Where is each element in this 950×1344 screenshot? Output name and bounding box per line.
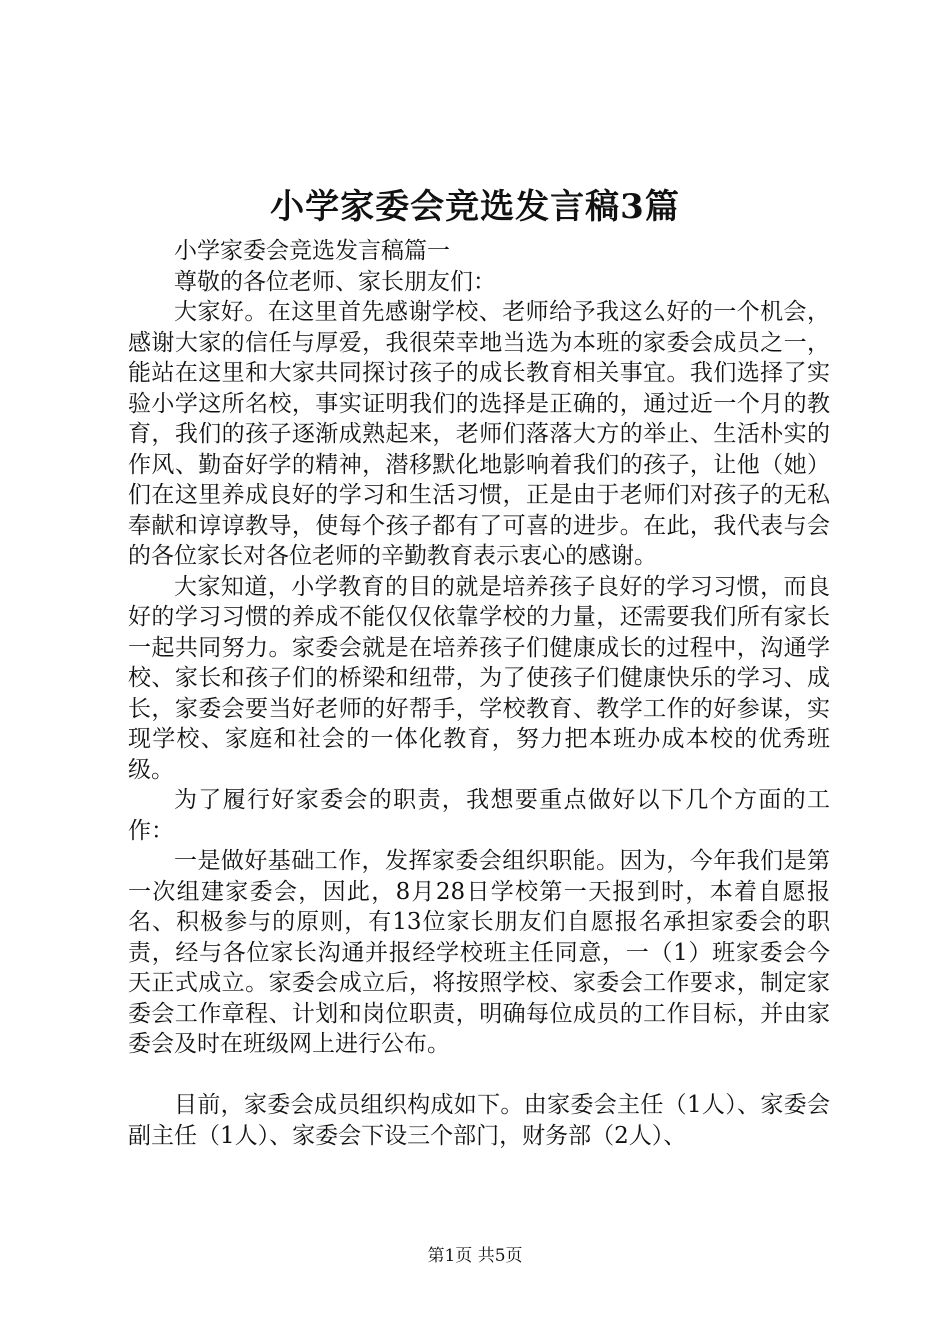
paragraph: 为了履行好家委会的职责，我想要重点做好以下几个方面的工作：: [128, 787, 830, 844]
document-title: 小学家委会竞选发言稿3篇: [270, 187, 680, 227]
paragraph: 目前，家委会成员组织构成如下。由家委会主任（1人）、家委会副主任（1人）、家委会下设三个部门，财务部（2人）、: [128, 1092, 830, 1149]
salutation: 尊敬的各位老师、家长朋友们：: [174, 268, 496, 295]
section-heading: 小学家委会竞选发言稿篇一: [174, 238, 450, 264]
page-footer: 第1页 共5页: [427, 1246, 523, 1266]
blank-line: [128, 1060, 830, 1091]
paragraph: 大家知道，小学教育的目的就是培养孩子良好的学习习惯，而良好的学习习惯的养成不能仅仅依靠学校的力量，还需要我们所有家长一起共同努力。家委会就是在培养孩子们健康成长的过程中，沟通学校、家长和孩子们的桥梁和纽带，为了使孩子们健康快乐的学习、成长，家委会要当好老师的好帮手，学校教育、教学工作的好参谋，实现学校、家庭和社会的一体化教育，努力把本班办成本校的优秀班级。: [128, 573, 830, 783]
document-body: [128, 236, 830, 1151]
paragraph: 大家好。在这里首先感谢学校、老师给予我这么好的一个机会，感谢大家的信任与厚爱，我很荣幸地当选为本班的家委会成员之一，能站在这里和大家共同探讨孩子的成长教育相关事宜。我们选择了实验小学这所名校，事实证明我们的选择是正确的，通过近一个月的教育，我们的孩子逐渐成熟起来，老师们落落大方的举止、生活朴实的作风、勤奋好学的精神，潜移默化地影响着我们的孩子，让他（她）们在这里养成良好的学习和生活习惯，正是由于老师们对孩子的无私奉献和谆谆教导，使每个孩子都有了可喜的进步。在此，我代表与会的各位家长对各位老师的辛勤教育表示衷心的感谢。: [128, 299, 830, 569]
paragraph: 一是做好基础工作，发挥家委会组织职能。因为，今年我们是第一次组建家委会，因此，8月28日学校第一天报到时，本着自愿报名、积极参与的原则，有13位家长朋友们自愿报名承担家委会的职责，经与各位家长沟通并报经学校班主任同意，一（1）班家委会今天正式成立。家委会成立后，将按照学校、家委会工作要求，制定家委会工作章程、计划和岗位职责，明确每位成员的工作目标，并由家委会及时在班级网上进行公布。: [128, 848, 830, 1057]
